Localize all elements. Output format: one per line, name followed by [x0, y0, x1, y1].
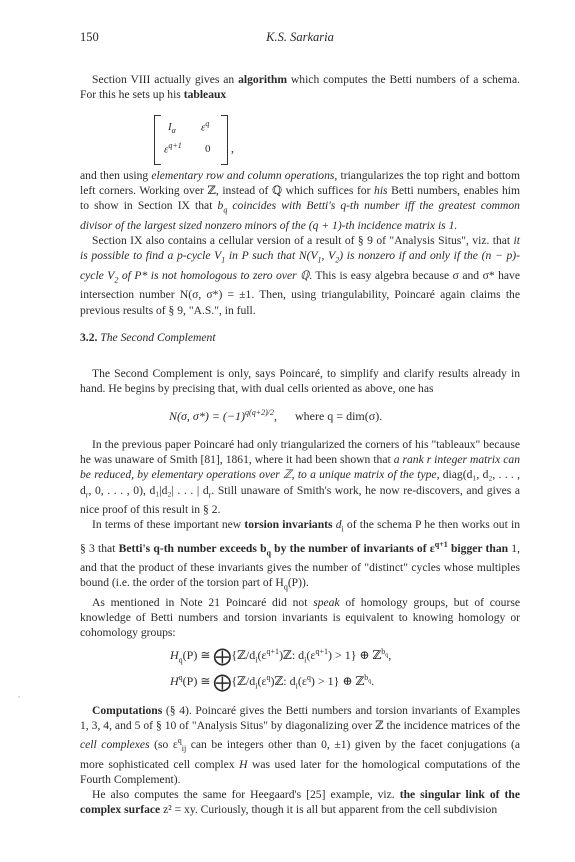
section-title: The Second Complement: [100, 331, 216, 344]
equation-homology: $H_q(P)$ ≅ $⨁\{ℤ/d_i(\varepsilon^{q+1})ℤ$: $d_i(\varepsilon^{q+1}) > 1$} ⊕ ℤ$^{b_q}$,: [170, 646, 392, 666]
matrix-comma: ,: [231, 141, 234, 155]
page-number: 150: [80, 30, 99, 44]
matrix-cell-11: $I_\alpha$: [168, 121, 176, 136]
direct-sum-symbol: ⨁: [213, 672, 232, 692]
matrix-cell-22: 0: [205, 143, 211, 155]
section-number: 3.2.: [80, 331, 98, 344]
paragraph-computations: Computations (§ 4). Poincaré gives the Betti numbers and torsion invariants of Examples 1, 3, 4, and 5 of § 10 of "Analysis Situs" by diagonalizing over ℤ the incidence matrices of the cell complexes (so $\varepsilon^q_{ij}$ can be integers other than 0, ±1) given by the facet conjugations (a more sophisticated cell complex H was used later for the homological computations of the Fourth Complement). He also computes the same for Heegaard's [25] example, viz. the singular link of the complex surface z² = xy. Curiously, though it is all but apparent from the cell subdivision: [80, 704, 520, 817]
paragraph-tableaux-intro: Section VIII actually gives an algorithm which computes the Betti numbers of a schema. For this he sets up his tableaux: [80, 73, 520, 102]
margin-mark: ,: [18, 690, 20, 699]
paragraph-smith: In the previous paper Poincaré had only triangularized the corners of his "tableaux" because he was unaware of Smith [81], 1861, where it had been shown that a rank r integer matrix can be reduced, by elementary operations over ℤ, to a unique matrix of the type, diag(d₁, d₂, . . . , $d_r$, 0, . . . , 0), d₁|d₂| . . . | $d_r$. Still unaware of Smith's work, he now re-discovers, and gives a nice proof of this result in § 2. In terms of these important new torsion invariants $d_i$ of the schema P he then works out in § 3 that Betti's q-th number exceeds $b_q$ by the number of invariants of $\varepsilon^{q+1}$ bigger than 1, and that the product of these invariants gives the number of "distinct" cycles whose multiples bound (i.e. the order of the torsion part of $H_q(P)$). As mentioned in Note 21 Poincaré did not speak of homology groups, but of course knowledge of Betti numbers and torsion invariants is equivalent to knowing homology or cohomology groups:: [80, 438, 520, 640]
matrix-cell-21: $\varepsilon^{q+1}$: [164, 141, 182, 156]
paragraph-triangularize: and then using elementary row and column operations, triangularizes the top right and bottom left corners. Working over ℤ, instead of ℚ which suffices for his Betti numbers, enables him to show in Section IX that $b_q$ coincides with Betti's q-th number iff the greatest common divisor of the largest sized nonzero minors of the (q + 1)-th incidence matrix is 1. Section IX also contains a cellular version of a result of § 9 of "Analysis Situs", viz. that it is possible to find a p-cycle $V_1$ in P such that $N(V_1$, $V_2$) is nonzero if and only if the (n − p)-cycle $V_2$ of P* is not homologous to zero over ℚ. This is easy algebra because σ and σ* have intersection number N(σ, σ*) = ±1. Then, using triangulability, Poincaré again claims the previous results of § 9, "A.S.", in full.: [80, 169, 520, 317]
equation-intersection-number: N(σ, $\sigma*) = (-1)^{q(q+2)/2}$, where q = dim(σ).: [169, 408, 383, 423]
equation-cohomology: $H^q(P)$ ≅ $⨁\{ℤ/d_i(\varepsilon^q)ℤ$: $d_i(\varepsilon^q) > 1$} ⊕ ℤ$^{b_q}$.: [170, 672, 375, 692]
matrix-cell-12: $\varepsilon^q$: [201, 119, 210, 134]
right-bracket: [221, 115, 228, 165]
section-heading: [80, 331, 216, 344]
direct-sum-symbol: ⨁: [213, 646, 232, 666]
left-bracket: [154, 115, 161, 165]
paragraph-second-complement: The Second Complement is only, says Poincaré, to simplify and clarify results already in hand. He begins by precising that, with dual cells oriented as above, one has: [80, 367, 520, 396]
running-head: K.S. Sarkaria: [266, 30, 334, 44]
tableaux-matrix: [154, 115, 234, 165]
